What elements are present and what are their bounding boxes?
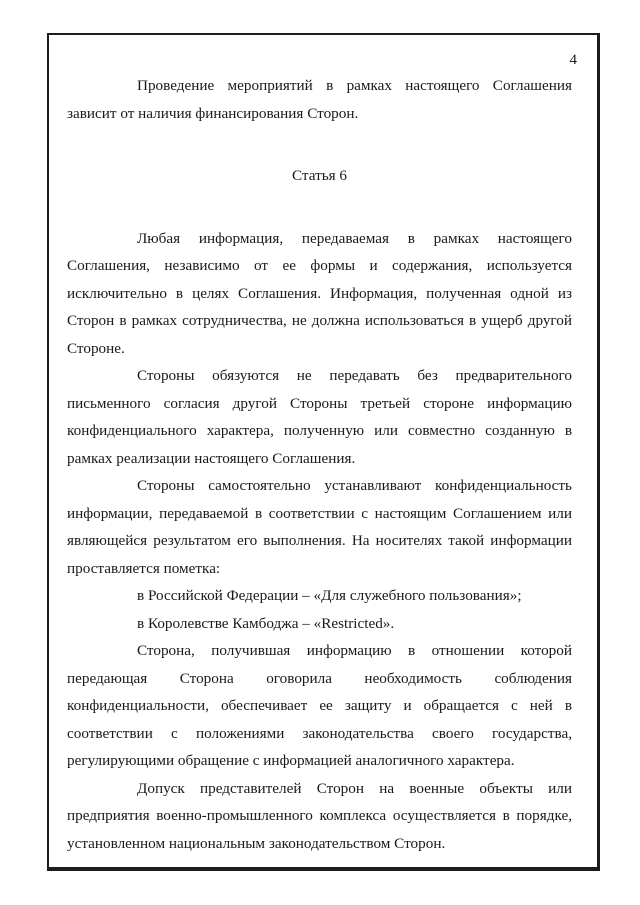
marking-russia: в Российской Федерации – «Для служебного пользования»; [137,587,522,604]
article-paragraph-4: Сторона, получившая информацию в отношении которой передающая Сторона оговорила необходимость соблюдения конфиденциальности, обеспечивает ее защиту и обращается с ней в соответствии с положениями законодательства своего государства, регулирующими обращение с информацией аналогичного характера. [67,642,572,769]
article-paragraph-5: Допуск представителей Сторон на военные объекты или предприятия военно-промышленного комплекса осуществляется в порядке, установленном национальным законодательством Сторон. [67,779,572,852]
page-number: 4 [569,52,577,68]
article-paragraph-1: Любая информация, передаваемая в рамках настоящего Соглашения, независимо от ее формы и содержания, используется исключительно в целях Соглашения. Информация, полученная одной из Сторон в рамках сотрудничества, не должна использоваться в ущерб другой Стороне. [67,229,572,357]
funding-paragraph: Проведение мероприятий в рамках настоящего Соглашения зависит от наличия финансирования Сторон. [67,77,572,122]
marking-cambodia: в Королевстве Камбоджа – «Restricted». [137,614,395,632]
article-heading: Статья 6 [291,167,348,184]
article-paragraph-2: Стороны обязуются не передавать без предварительного письменного согласия другой Стороны третьей стороне информацию конфиденциального характера, полученную или совместно созданную в рамках реализации настоящего Соглашения. [67,367,572,467]
document-body [67,72,572,857]
article-paragraph-3: Стороны самостоятельно устанавливают конфиденциальность информации, передаваемой в соответствии с настоящим Соглашением или являющейся результатом его выполнения. На носителях такой информации проставляется пометка: [67,477,572,577]
